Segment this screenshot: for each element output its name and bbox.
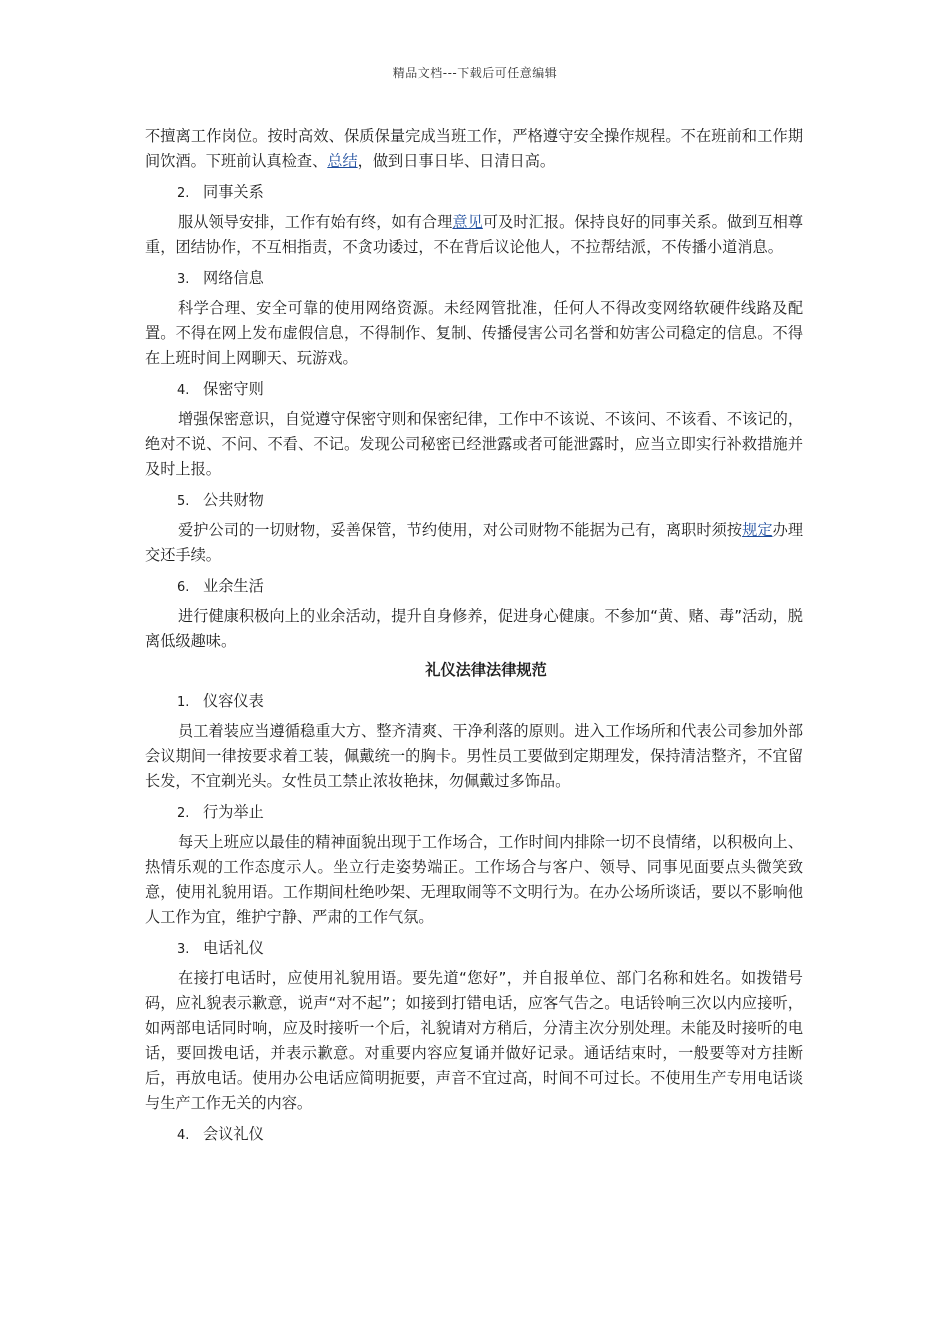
heading-number: 5. — [177, 494, 190, 509]
intro-text: 不擅离工作岗位。按时高效、保质保量完成当班工作，严格遵守安全操作规程。不在班前和工作期间饮酒。下班前认真检查、 — [145, 127, 803, 170]
paragraph-behavior: 每天上班应以最佳的精神面貌出现于工作场合，工作时间内排除一切不良情绪，以积极向上、热情乐观的工作态度示人。坐立行走姿势端正。工作场合与客户、领导、同事见面要点头微笑致意，使用礼貌用语。工作期间杜绝吵架、无理取闹等不文明行为。在办公场所谈话，要以不影响他人工作为宜，维护宁静、严肃的工作气氛。 — [145, 833, 803, 926]
heading-network-info — [145, 266, 803, 292]
heading-label: 会议礼仪 — [203, 1125, 264, 1143]
heading-number: 4. — [177, 383, 190, 398]
heading-appearance — [145, 689, 803, 715]
heading-label: 电话礼仪 — [203, 939, 264, 957]
heading-label: 公共财物 — [203, 491, 264, 509]
intro-paragraph — [145, 124, 803, 174]
heading-label: 同事关系 — [203, 183, 264, 201]
heading-number: 6. — [177, 580, 190, 595]
paragraph-text: 服从领导安排，工作有始有终，如有合理 — [178, 213, 453, 231]
heading-number: 2. — [177, 806, 190, 821]
heading-label: 行为举止 — [203, 803, 264, 821]
heading-label: 网络信息 — [203, 269, 264, 287]
paragraph-public-property — [145, 518, 803, 568]
section-title: 礼仪法律法律规范 — [425, 661, 547, 679]
heading-meeting-etiquette — [145, 1122, 803, 1148]
heading-number: 4. — [177, 1128, 190, 1143]
document-body — [145, 124, 803, 1152]
heading-leisure-life — [145, 574, 803, 600]
paragraph-appearance: 员工着装应当遵循稳重大方、整齐清爽、干净利落的原则。进入工作场所和代表公司参加外部会议期间一律按要求着工装，佩戴统一的胸卡。男性员工要做到定期理发，保持清洁整齐，不宜留长发，不宜剃光头。女性员工禁止浓妆艳抹，勿佩戴过多饰品。 — [145, 722, 803, 790]
heading-number: 1. — [177, 695, 190, 710]
paragraph-phone-etiquette: 在接打电话时，应使用礼貌用语。要先道“您好”，并自报单位、部门名称和姓名。如拨错号码，应礼貌表示歉意，说声“对不起”；如接到打错电话，应客气告之。电话铃响三次以内应接听，如两部电话同时响，应及时接听一个后，礼貌请对方稍后，分清主次分别处理。未能及时接听的电话，要回拨电话，并表示歉意。对重要内容应复诵并做好记录。通话结束时，一般要等对方挂断后，再放电话。使用办公电话应简明扼要，声音不宜过高，时间不可过长。不使用生产专用电话谈与生产工作无关的内容。 — [145, 969, 803, 1112]
heading-label: 业余生活 — [203, 577, 264, 595]
paragraph-leisure-life: 进行健康积极向上的业余活动，提升自身修养，促进身心健康。不参加“黄、赌、毒”活动，脱离低级趣味。 — [145, 607, 803, 650]
paragraph-text-end: 办理交还手续。 — [145, 521, 804, 564]
heading-label: 保密守则 — [203, 380, 264, 398]
heading-confidentiality — [145, 377, 803, 403]
opinion-link[interactable]: 意见 — [452, 213, 483, 231]
paragraph-confidentiality: 增强保密意识，自觉遵守保密守则和保密纪律，工作中不该说、不该问、不该看、不该记的，绝对不说、不问、不看、不记。发现公司秘密已经泄露或者可能泄露时，应当立即实行补救措施并及时上报。 — [145, 410, 803, 478]
paragraph-text-end: 可及时汇报。保持良好的同事关系。做到互相尊重，团结协作，不互相指责，不贪功诿过，不在背后议论他人，不拉帮结派，不传播小道消息。 — [145, 213, 804, 256]
heading-behavior — [145, 800, 803, 826]
heading-number: 2. — [177, 186, 190, 201]
heading-label: 仪容仪表 — [203, 692, 264, 710]
paragraph-network-info: 科学合理、安全可靠的使用网络资源。未经网管批准，任何人不得改变网络软硬件线路及配置。不得在网上发布虚假信息，不得制作、复制、传播侵害公司名誉和妨害公司稳定的信息。不得在上班时间上网聊天、玩游戏。 — [145, 299, 803, 367]
summary-link[interactable]: 总结 — [327, 152, 358, 170]
heading-number: 3. — [177, 272, 190, 287]
page-header: 精品文档---下载后可任意编辑 — [392, 66, 558, 80]
paragraph-text: 爱护公司的一切财物，妥善保管，节约使用，对公司财物不能据为己有，离职时须按 — [178, 521, 743, 539]
intro-text-end: ，做到日事日毕、日清日高。 — [357, 152, 556, 170]
heading-colleague-relations — [145, 180, 803, 206]
heading-phone-etiquette — [145, 936, 803, 962]
heading-number: 3. — [177, 942, 190, 957]
paragraph-colleague-relations — [145, 210, 803, 260]
heading-public-property — [145, 488, 803, 514]
regulation-link[interactable]: 规定 — [742, 521, 773, 539]
